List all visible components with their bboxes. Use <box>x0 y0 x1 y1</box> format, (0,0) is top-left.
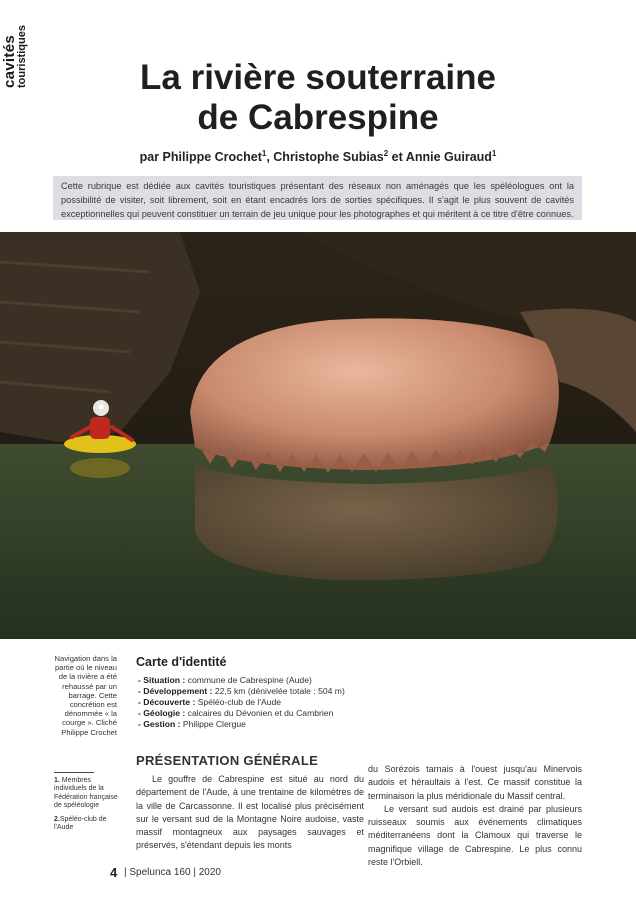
body-paragraph: du Sorézois tarnais à l'ouest jusqu'au Minervois audois et héraultais à l'est. Ce massif constitue la terminaison la plus méridionale du Massif central. <box>368 764 582 801</box>
identity-item <box>138 697 345 708</box>
article-title-line2: de Cabrespine <box>197 98 439 137</box>
identity-item <box>138 719 345 730</box>
identity-value: Spéléo-club de l'Aude <box>195 697 282 707</box>
footnotes <box>54 777 120 837</box>
identity-card-title: Carte d'identité <box>136 655 227 669</box>
photo-caption: Navigation dans la partie où le niveau de la rivière a été rehaussé par un barrage. Cette concrétion est dénommée « la courge ». Cliché Philippe Crochet <box>54 654 117 737</box>
identity-item <box>138 675 345 686</box>
authors-joiner: et <box>391 150 403 164</box>
author-3-note: 1 <box>491 148 497 158</box>
page-number: 4 <box>110 865 118 880</box>
section-tab-line1: cavités <box>1 35 18 88</box>
section-tab <box>0 0 48 92</box>
cave-photo <box>0 232 636 639</box>
author-3: Annie Guiraud <box>405 150 492 164</box>
section-tab-line2: touristiques <box>16 25 28 88</box>
footnote-number: 2. <box>54 815 60 823</box>
authors-line: par Philippe Crochet$^1$, Christophe Subias$^2$ et Annie Guiraud$^1$ <box>139 148 497 164</box>
identity-label: - Développement : <box>138 686 213 696</box>
identity-item <box>138 686 345 697</box>
caver <box>90 417 110 439</box>
footnote-number: 1. <box>54 777 60 784</box>
identity-label: - Gestion : <box>138 719 181 729</box>
body-paragraph: Le gouffre de Cabrespine est situé au nord du département de l'Aude, à une trentaine de kilomètres de la ville de Carcassonne. Il est localisé plus précisément sur le versant sud de la Montagne Noire audoise, vaste massif montagneux aux paysages sauvages et préservés, s'étendant depuis les monts <box>136 774 364 851</box>
body-column-1 <box>136 773 364 853</box>
section-heading: PRÉSENTATION GÉNÉRALE <box>136 753 319 768</box>
intro-box: Cette rubrique est dédiée aux cavités touristiques présentant des réseaux non aménagés que les spéléologues ont la possibilité de visiter, soit librement, soit en étant encadrés lors de sorties spécifiques. Il s'agit le plus souvent de cavités exceptionnelles qui peuvent constituer un terrain de jeu unique pour les photographes et qui méritent à ce titre d'être connues. <box>53 176 582 220</box>
footer-publication: | Spelunca 160 | 2020 <box>124 867 221 878</box>
courge-concretion <box>190 318 559 470</box>
authors-prefix: par <box>139 150 160 164</box>
article-title <box>60 58 576 138</box>
identity-label: - Situation : <box>138 675 186 685</box>
author-2: Christophe Subias <box>273 150 384 164</box>
author-1: Philippe Crochet <box>162 150 262 164</box>
section-tab-label <box>2 0 28 88</box>
identity-label: - Découverte : <box>138 697 196 707</box>
identity-label: - Géologie : <box>138 708 186 718</box>
identity-value: commune de Cabrespine (Aude) <box>185 675 312 685</box>
footnote-rule <box>54 772 94 773</box>
identity-value: Philippe Clergue <box>180 719 246 729</box>
body-column-2 <box>368 763 582 869</box>
footnote-text: Membres individuels de la Fédération française de spéléologie <box>54 777 118 810</box>
footnote-text: Spéléo-club de l'Aude <box>54 815 107 832</box>
article-title-line1: La rivière souterraine <box>140 58 496 97</box>
identity-item <box>138 708 345 719</box>
footnote <box>54 816 120 833</box>
identity-value: 22,5 km (dénivelée totale : 504 m) <box>212 686 345 696</box>
footnote <box>54 777 120 811</box>
identity-card-list <box>138 675 345 730</box>
body-paragraph: Le versant sud audois est drainé par plusieurs ruisseaux soumis aux événements climatiques méditerranéens dont la Clamoux qui traverse le magnifique village de Cabrespine. Le plus connu reste l'Orbiell. <box>368 803 582 868</box>
identity-value: calcaires du Dévonien et du Cambrien <box>185 708 334 718</box>
author-1-note: 1 <box>261 148 267 158</box>
author-2-note: 2 <box>383 148 389 158</box>
